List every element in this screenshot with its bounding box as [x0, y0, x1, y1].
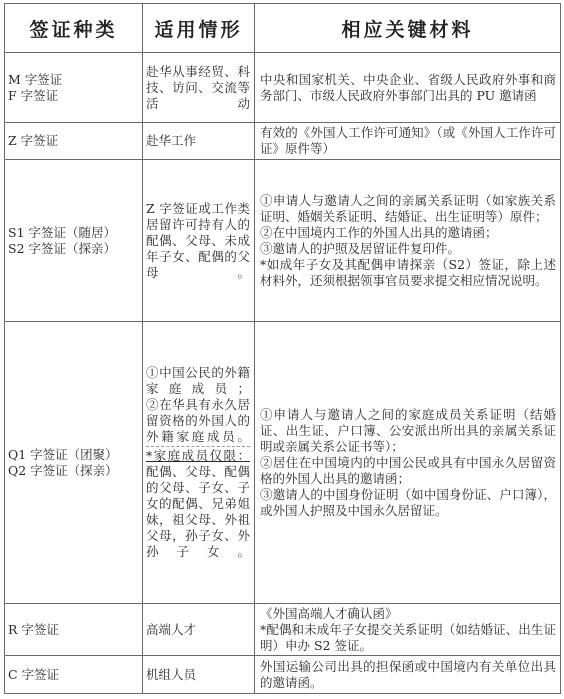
cell-visa-type	[5, 53, 143, 123]
situation-text: Z 字签证或工作类居留许可持有人的配偶、父母、未成年子女、配偶的父母。	[146, 200, 250, 280]
cell-situation	[143, 656, 255, 694]
materials-item: ②居住在中国境内的中国公民或具有中国永久居留资格的外国人出具的邀请函；	[260, 454, 556, 486]
cell-materials	[255, 160, 561, 322]
cell-materials	[255, 53, 561, 123]
cell-visa-type	[5, 656, 143, 694]
header-materials: 相应关键材料	[255, 4, 561, 53]
table-row-r	[5, 604, 561, 656]
visa-type-label: Q2 字签证（探亲）	[8, 462, 118, 478]
materials-item: ③邀请人的护照及居留证件复印件。	[260, 240, 461, 256]
cell-situation	[143, 604, 255, 656]
cell-situation	[143, 160, 255, 322]
table-row-q1-q2	[5, 322, 561, 604]
materials-item: ②在中国境内工作的外国人出具的邀请函；	[260, 224, 498, 240]
cell-visa-type	[5, 160, 143, 322]
cell-situation	[143, 53, 255, 123]
situation-note-label: *家庭成员仅限：	[146, 448, 250, 463]
situation-item: ①中国公民的外籍家庭成员；	[146, 365, 250, 396]
materials-item: 《外国高端人才确认函》	[260, 605, 398, 621]
situation-note-list: 配偶、父母、配偶的父母、子女、子女的配偶、兄弟姐妹，祖父母、外祖父母，孙子女、外孙子女。	[146, 464, 250, 559]
cell-situation	[143, 123, 255, 160]
visa-type-label: S1 字签证（随居）	[8, 224, 116, 240]
cell-materials	[255, 604, 561, 656]
materials-text: 中央和国家机关、中央企业、省级人民政府外事和商务部门、市级人民政府外事部门出具的 PU 邀请函	[260, 71, 556, 103]
visa-type-label: F 字签证	[8, 87, 59, 103]
materials-item: ①申请人与邀请人之间的亲属关系证明（如家族关系证明、婚姻关系证明、结婚证、出生证明等）原件；	[260, 192, 556, 224]
situation-text: 赴华工作	[146, 133, 197, 148]
visa-materials-table	[4, 3, 561, 694]
visa-type-label: Q1 字签证（团聚）	[8, 446, 118, 462]
situation-note-heading	[146, 446, 250, 560]
materials-text: 外国运输公司出具的担保函或中国境内有关单位出具的邀请函。	[260, 658, 556, 690]
table-header-row	[5, 4, 561, 53]
visa-type-label: M 字签证	[8, 71, 63, 87]
materials-note: *如成年子女及其配偶申请探亲（S2）签证，除上述材料外，还须根据领事官员要求提交相应情况说明。	[260, 256, 556, 288]
header-visa-type: 签证种类	[5, 4, 143, 53]
cell-materials	[255, 322, 561, 604]
table-row-m-f	[5, 53, 561, 123]
cell-visa-type	[5, 322, 143, 604]
visa-type-label: C 字签证	[8, 666, 60, 682]
situation-item: ②在华具有永久居留资格的外国人的外籍家庭成员。	[146, 397, 250, 444]
situation-text: 高端人才	[146, 621, 197, 637]
visa-type-label: S2 字签证（探亲）	[8, 240, 116, 256]
materials-text: 有效的《外国人工作许可通知》（或《外国人工作许可证》原件等）	[260, 125, 556, 156]
header-situation: 适用情形	[143, 4, 255, 53]
cell-materials	[255, 123, 561, 160]
situation-text: 赴华从事经贸、科技、访问、交流等活动	[146, 63, 250, 111]
materials-item: ③邀请人的中国身份证明（如中国身份证、户口簿），或外国人护照及中国永久居留证。	[260, 486, 556, 518]
table-row-s1-s2	[5, 160, 561, 322]
materials-item: ①申请人与邀请人之间的家庭成员关系证明（结婚证、出生证、户口簿、公安派出所出具的亲属关系证明或亲属关系公证书等）；	[260, 406, 556, 454]
table-row-c	[5, 656, 561, 694]
visa-type-label: R 字签证	[8, 621, 59, 637]
cell-materials	[255, 656, 561, 694]
cell-visa-type	[5, 604, 143, 656]
cell-visa-type	[5, 123, 143, 160]
situation-text: 机组人员	[146, 666, 197, 682]
cell-situation	[143, 322, 255, 604]
materials-note: *配偶和未成年子女提交关系证明（如结婚证、出生证明）申办 S2 签证。	[260, 621, 556, 653]
table-row-z	[5, 123, 561, 160]
visa-type-label: Z 字签证	[8, 133, 59, 148]
